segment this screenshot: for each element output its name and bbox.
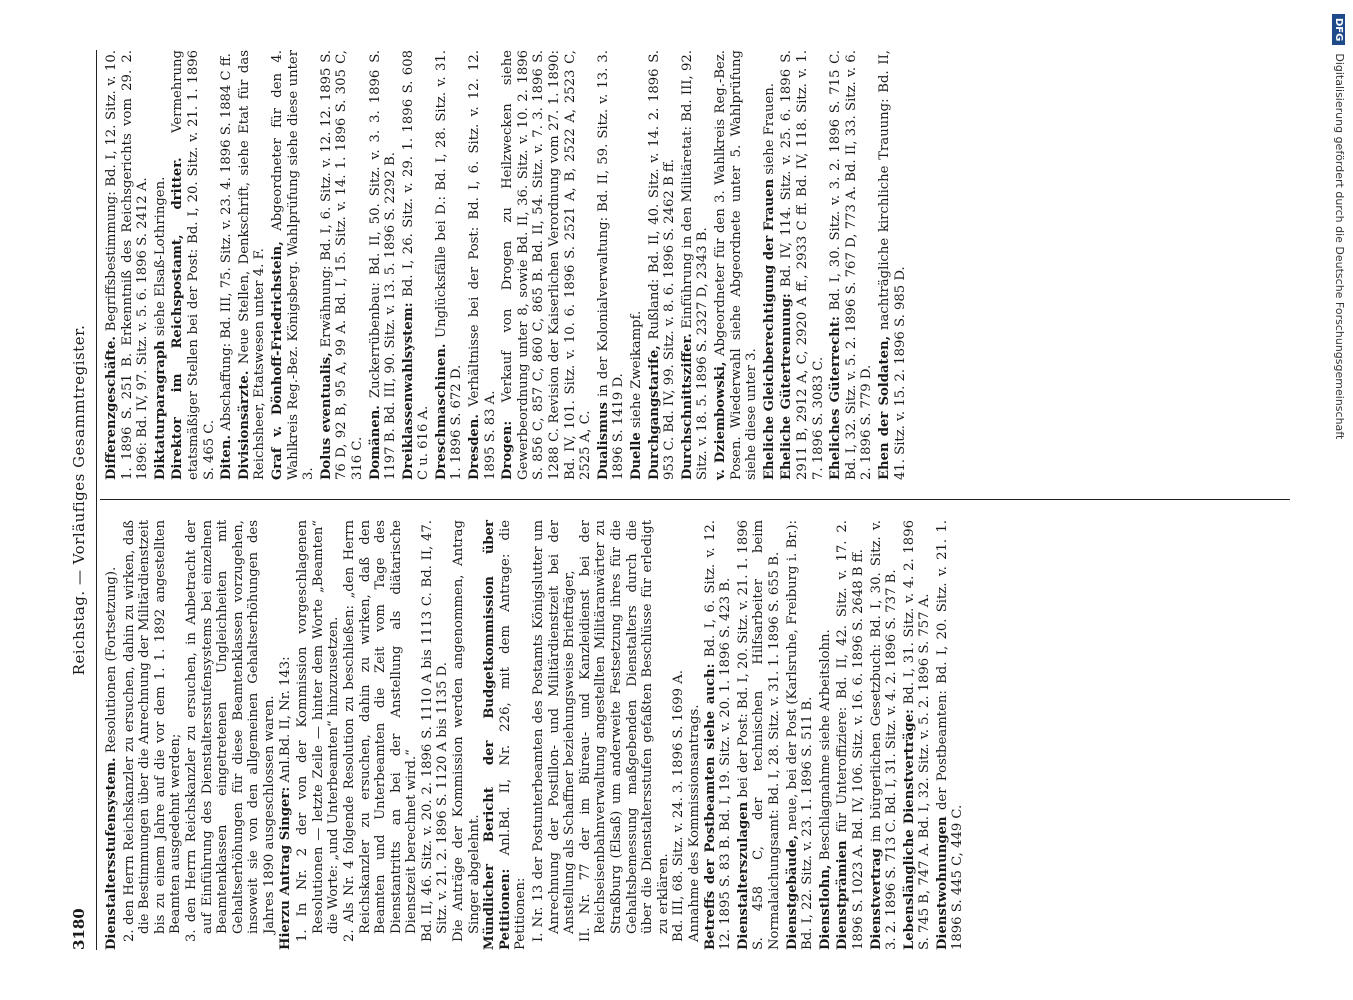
dfg-note-text: Digitalisierung gefördert durch die Deutsche Forschungsgemeinschaft: [1333, 53, 1346, 440]
entry-headword: Dreiklassenwahlsystem:: [400, 302, 416, 480]
entry-headword: Dreschmaschinen.: [433, 343, 449, 480]
entry-text: Annahme des Kommissionsantrags.: [686, 704, 702, 942]
entry-text: Abschaffung: Bd. III, 75. Sitz. v. 23. 4. 1896 S. 1884 C ff.: [219, 53, 235, 431]
index-entry: [596, 50, 627, 480]
entry-headword: Eheliche Gleichberechtigung der Frauen: [761, 178, 777, 480]
index-entry: [687, 520, 703, 950]
entry-headword: Eheliche Gütertrennung:: [779, 293, 795, 480]
entry-text: Bd. I, 26. Sitz. v. 29. 1. 1896 S. 608 C u. 616 A.: [400, 50, 432, 480]
index-entry: [703, 520, 734, 950]
entry-headword: Differenzgeschäfte.: [104, 335, 119, 480]
entry-headword: Dienstlohn,: [817, 864, 833, 950]
entry-headword: Lebenslängliche Dienstverträge:: [901, 709, 917, 950]
entry-headword: Hierzu Antrag Singer:: [277, 786, 293, 950]
entry-text: 2. Als Nr. 4 folgende Resolution zu beschließen: „den Herrn Reichskanzler zu ersuchen, dahin zu wirken, daß den Beamten und Unterbeamten die Zeit vom Tage des Dienstantritts an bei der Anstellung als diätarische Dienstzeit berechnet wird.“: [341, 520, 420, 942]
entry-text: bei der Post: Bd. I, 20. Sitz. v. 21. 1. 1896 S. 458 C, der technischen Hilfsarbeiter beim Normalaichungsamt: Bd. I, 28. Sitz. v. 31. 1. 1896 S. 655 B.: [735, 520, 782, 950]
entry-text: II. Nr. 77 der im Büreau- und Kanzleidienst bei der Reichseisenbahnverwaltung angestellten Militäranwärter zu Straßburg (Elsaß) um anderweite Festsetzung ihres für die Gehaltsbemessung maßgebenden Dienstalters durch die über die Dienstaltersstufen gefaßten Beschlüsse für erledigt zu erklären.: [577, 520, 671, 942]
index-entry: [434, 50, 465, 480]
entry-headword: Graf v. Dönhoff-Friedrichstein,: [269, 241, 285, 480]
entry-headword: Drogen:: [500, 420, 516, 480]
entry-text: Verhältnisse bei der Post: Bd. I, 6. Sitz. v. 12. 12. 1895 S. 83 A.: [467, 50, 498, 480]
entry-text: Abgeordneter für den 4. Wahlkreis Reg.-Bez. Königsberg. Wahlprüfung siehe diese unter 3.: [269, 50, 317, 480]
index-entry: [713, 50, 760, 480]
entry-text: Bd. IV, 114. Sitz. v. 25. 6. 1896 S. 2911 B, 2912 A, C, 2920 A ff., 2933 C ff. Bd. IV, 118. Sitz. v. 1. 7. 1896 S. 3083 C.: [779, 50, 826, 480]
index-entry: [237, 50, 268, 480]
entry-text: I. Nr. 13 der Postunterbeamten des Postamts Königslutter um Anrechnung der Postillon- und Militärdienstzeit bei der Anstellung als Schaffner beziehungsweise Briefträger,: [531, 520, 578, 942]
index-entry: [270, 50, 317, 480]
entry-text: Anl.Bd. II, Nr. 226, mit dem Antrage: die Petitionen:: [497, 519, 529, 950]
entry-headword: Dienstwohnungen: [934, 816, 950, 950]
entry-headword: Dienstvertrag: [868, 848, 884, 950]
right-column: [104, 50, 910, 480]
entry-text: 1. In Nr. 2 der von der Kommission vorgeschlagenen Resolutionen — letzte Zeile — hinter dem Worte „Beamten“ die Worte: „und Unterbeamten“ hinzuzusetzen.: [295, 520, 342, 942]
entry-headword: Dienstgebäude,: [784, 834, 800, 950]
index-entry: [420, 520, 451, 950]
entry-headword: Mündlicher Bericht der Budgetkommission über Petitionen:: [482, 520, 513, 950]
entry-headword: Diten.: [219, 434, 235, 480]
index-entry: [680, 50, 711, 480]
entry-headword: Domänen.: [367, 405, 383, 480]
entry-text: Rußland: Bd. II, 40. Sitz. v. 14. 2. 1896 S. 953 C. Bd. IV, 99. Sitz. v. 8. 6. 1896 S. 2462 B ff.: [646, 50, 678, 480]
running-head: Reichstag. — Vorläufiges Gesammtregister.: [70, 324, 88, 676]
entry-text: Begriffsbestimmung: Bd. I, 12. Sitz. v. 10. 1. 1896 S. 251 B. Erkenntniß des Reichsgerichts vom 29. 2. 1896: Bd. IV, 97. Sitz. v. 5. 6. 1896 S. 2412 A.: [104, 50, 151, 480]
entry-text: Bd. III, 68. Sitz. v. 24. 3. 1896 S. 1699 A.: [671, 670, 687, 942]
index-entry: [467, 50, 498, 480]
entry-text: Beschlagnahme siehe Arbeitslohn.: [817, 629, 833, 861]
index-entry: [818, 520, 834, 950]
entry-text: Die Anträge der Kommission werden angenommen, Antrag Singer abgelehnt.: [451, 520, 482, 942]
index-entry: [184, 520, 278, 950]
entry-headword: Dienstprämien: [835, 840, 851, 950]
index-entry: [835, 520, 866, 950]
index-entry: [762, 50, 778, 480]
page-header: [70, 50, 90, 950]
index-entry: [104, 50, 151, 480]
index-entry: [828, 50, 875, 480]
left-column: [104, 520, 968, 950]
header-rule: [96, 50, 97, 950]
entry-text: der Postbeamten: Bd. I, 20. Sitz. v. 21. 1. 1896 S. 445 C, 449 C.: [934, 520, 966, 950]
entry-headword: Dolus eventualis,: [318, 352, 334, 480]
entry-text: 3. den Herrn Reichskanzler zu ersuchen, in Anbetracht der auf Einführung des Dienstaltersstufensystems bei einzelnen Beamtenklassen eingetretenen Ungleichheiten mit Gehaltserhöhungen für diese Beamtenklassen vorzugehen, insoweit sie von den allgemeinen Gehaltserhöhungen des Jahres 1890 ausgeschlossen waren.: [183, 520, 277, 942]
entry-text: Vermehrung etatsmäßiger Stellen bei der Post: Bd. I, 20. Sitz. v. 21. 1. 1896 S. 465 C.: [170, 50, 217, 480]
index-entry: [342, 520, 420, 950]
index-entry: [779, 50, 826, 480]
entry-text: Resolutionen (Fortsetzung).: [104, 566, 119, 754]
entry-text: in der Kolonialverwaltung: Bd. II, 59. Sitz. v. 13. 3. 1896 S. 1419 D.: [595, 50, 627, 480]
dfg-logo: DFG: [1332, 14, 1345, 45]
index-entry: [736, 520, 783, 950]
entry-text: Bd. I, 30. Sitz. v. 3. 2. 1896 S. 715 C. Bd. I, 32. Sitz. v. 5. 2. 1896 S. 767 D, 773 A. Bd. II, 33. Sitz. v. 6. 2. 1896 S. 779 D.: [828, 50, 875, 480]
index-entry: [153, 50, 169, 480]
entry-text: 2. den Herrn Reichskanzler zu ersuchen, dahin zu wirken, daß die Bestimmungen über die Anrechnung der Militärdienstzeit bis zu einem Jahre auf die vor dem 1. 1. 1892 angestellten Beamten ausgedehnt werden;: [121, 520, 184, 942]
index-entry: [122, 520, 184, 950]
index-entry: [647, 50, 678, 480]
entry-headword: Betreffs der Postbeamten siehe auch:: [702, 663, 718, 950]
entry-headword: Diktaturparagraph: [152, 340, 168, 480]
index-entry: [629, 50, 645, 480]
book-page: [70, 50, 1335, 950]
entry-text: siehe Elsaß-Lothringen.: [152, 176, 168, 337]
entry-text: im bürgerlichen Gesetzbuch: Bd. I, 30. Sitz. v. 3. 2. 1896 S. 713 C. Bd. I, 31. Sitz. v. 4. 2. 1896 S. 737 B.: [868, 520, 900, 950]
entry-headword: Dualismus: [595, 402, 611, 480]
index-entry: [869, 520, 900, 950]
index-entry: [401, 50, 432, 480]
page-number: 3180: [70, 908, 88, 950]
entry-headword: Dresden.: [467, 414, 483, 480]
entry-headword: v. Dziembowski,: [712, 361, 728, 480]
index-entry: [295, 520, 342, 950]
index-entry: [104, 520, 120, 950]
index-entry: [451, 520, 482, 950]
entry-headword: Duelle: [629, 432, 644, 480]
index-entry: [877, 50, 908, 480]
entry-text: Unglücksfälle bei D.: Bd. I, 28. Sitz. v. 31. 1. 1896 S. 672 D.: [433, 50, 465, 480]
entry-text: Abgeordneter für den 3. Wahlkreis Reg.-Bez. Posen. Wiederwahl siehe Abgeordnete unter 5. Wahlprüfung siehe diese unter 3.: [712, 50, 760, 480]
entry-headword: Dienstalterszulagen: [735, 801, 751, 950]
entry-text: Bd. II, 46. Sitz. v. 20. 2. 1896 S. 1110 A bis 1113 C. Bd. II, 47. Sitz. v. 21. 2. 1896 S. 1120 A bis 1135 D.: [419, 520, 451, 942]
index-entry: [368, 50, 399, 480]
index-entry: [482, 520, 529, 950]
index-entry: [531, 520, 578, 950]
entry-headword: Durchschnittsziffer.: [679, 333, 695, 480]
dfg-funding-note: [1330, 8, 1350, 998]
entry-text: siehe Frauen.: [761, 83, 777, 175]
index-entry: [902, 520, 933, 950]
entry-text: Einführung in den Militäretat: Bd. III, 92. Sitz. v. 18. 5. 1896 S. 2327 D, 2343 B.: [679, 50, 711, 480]
entry-headword: Direktor im Reichspostamt, dritter.: [170, 157, 186, 480]
entry-text: Bd. I, 31. Sitz. v. 4. 2. 1896 S. 745 B, 747 A. Bd. I, 32. Sitz. v. 5. 2. 1896 S. 757 A.: [901, 520, 933, 950]
entry-text: neue, bei der Post (Karlsruhe, Freiburg i. Br.): Bd. I, 22. Sitz. v. 23. 1. 1896 S. 511 B.: [784, 520, 816, 950]
entry-headword: Divisionsärzte.: [236, 370, 252, 480]
entry-text: Erwähnung: Bd. I, 6. Sitz. v. 12. 12. 1895 S. 76 D, 92 B, 95 A, 99 A. Bd. I, 15. Sitz. v. 14. 1. 1896 S. 305 C, 316 C.: [318, 50, 365, 480]
entry-text: Verkauf von Drogen zu Heilzwecken siehe Gewerbeordnung unter 8, sowie Bd. II, 36. Sitz. v. 10. 2. 1896 S. 856 C, 857 C, 860 C, 865 B. Bd. II, 54. Sitz. v. 7. 3. 1896 S. 1288 C. Revision der Kaiserlichen Verordnung vom 27. 1. 1890: Bd. IV, 101. Sitz. v. 10. 6. 1896 S. 2521 A, B, 2522 A, 2523 C, 2525 A, C.: [500, 50, 594, 480]
index-entry: [935, 520, 966, 950]
entry-text: nachträgliche kirchliche Trauung: Bd. II, 41. Sitz. v. 15. 2. 1896 S. 985 D.: [876, 50, 908, 480]
index-entry: [278, 520, 294, 950]
index-entry: [170, 50, 217, 480]
index-entry: [500, 50, 594, 480]
entry-headword: Durchgangstarife,: [646, 345, 662, 480]
entry-text: für Unteroffiziere: Bd. II, 42. Sitz. v. 17. 2. 1896 S. 1023 A. Bd. IV, 106. Sitz. v. 16. 6. 1896 S. 2648 B ff.: [835, 520, 866, 950]
entry-text: Neue Stellen, Denkschrift, siehe Etat für das Reichsheer, Etatswesen unter 4. F.: [236, 50, 268, 480]
index-entry: [319, 50, 366, 480]
index-entry: [578, 520, 672, 950]
entry-headword: Eheliches Güterrecht:: [828, 316, 844, 480]
entry-text: Zuckerrübenbau: Bd. II, 50. Sitz. v. 3. 3. 1896 S. 1197 B. Bd. III, 90. Sitz. v. 13. 5. 1896 S. 2292 B.: [367, 50, 399, 480]
index-entry: [219, 50, 235, 480]
entry-headword: Ehen der Soldaten,: [876, 335, 892, 480]
entry-headword: Dienstaltersstufensystem.: [104, 757, 119, 950]
entry-text: siehe Zweikampf.: [629, 310, 644, 428]
column-divider: [100, 499, 1290, 500]
index-entry: [785, 520, 816, 950]
entry-text: Bd. I, 6. Sitz. v. 12. 12. 1895 S. 83 B. Bd. I, 19. Sitz. v. 20. 1. 1896 S. 423 B.: [702, 520, 734, 950]
index-entry: [671, 520, 687, 950]
entry-text: Anl.Bd. II, Nr. 143:: [277, 656, 293, 783]
